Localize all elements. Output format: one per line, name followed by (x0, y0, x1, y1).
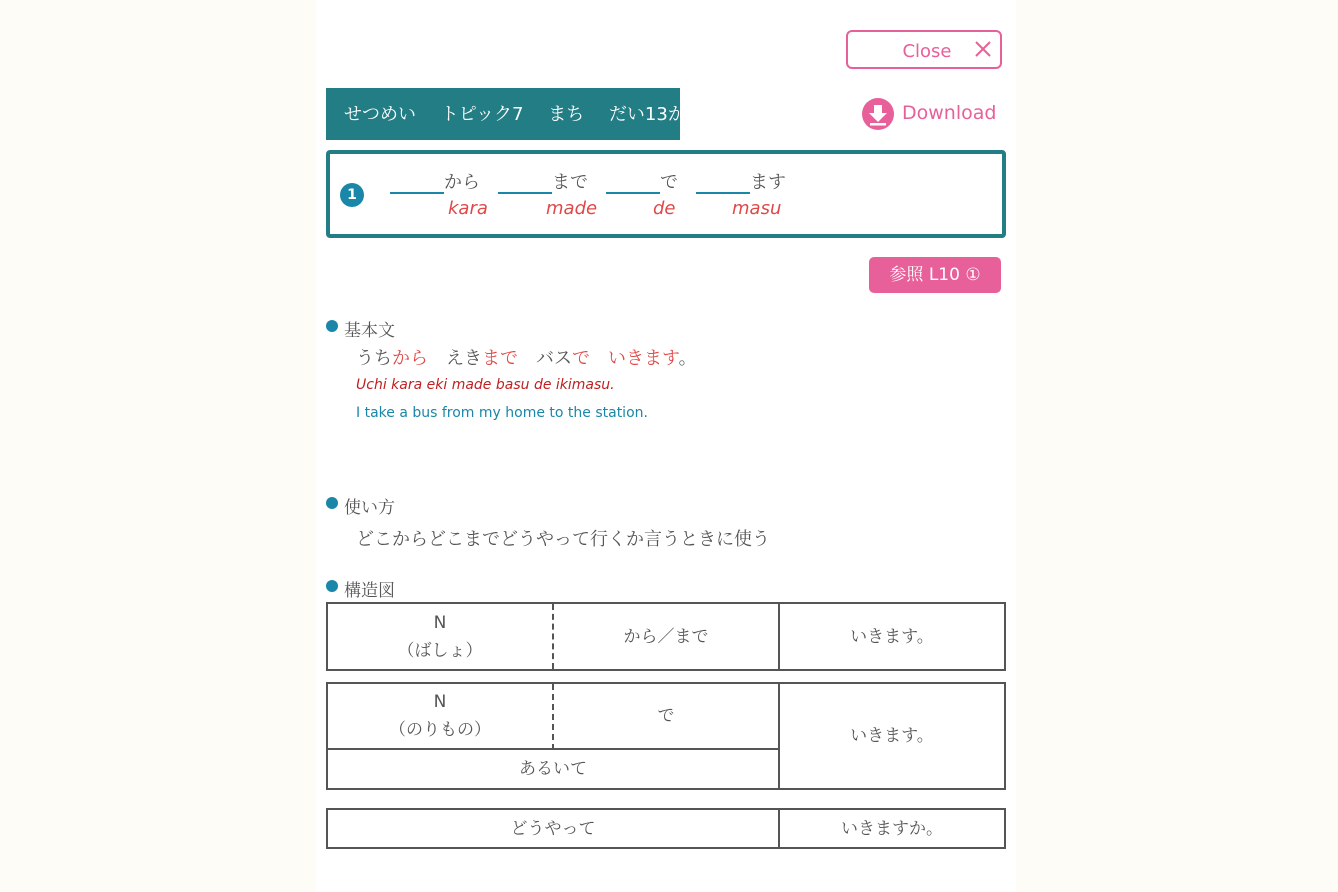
pattern-jp: ます (750, 172, 786, 193)
usage-text: どこからどこまでどうやって行くか言うときに使う (356, 529, 770, 550)
structure-cell-particle: で (554, 684, 780, 750)
basic-sentence-jp (356, 344, 697, 370)
section-bullet-icon (326, 580, 338, 592)
sentence-segment-highlight: いきます (608, 348, 679, 369)
pattern-romaji: made (546, 198, 598, 219)
blank-line (498, 172, 552, 194)
structure-cell-how: どうやって (328, 810, 780, 847)
structure-table (326, 808, 1006, 849)
grammar-pattern-box (326, 150, 1006, 238)
cell-noun-note: （のりもの） (389, 720, 491, 740)
cell-noun: N (433, 612, 447, 633)
page-title (326, 88, 686, 140)
structure-table (326, 682, 1006, 790)
pattern-slot (696, 168, 786, 219)
pattern-slot (390, 168, 488, 219)
title-part: せつめい (344, 104, 416, 125)
blank-line (606, 172, 660, 194)
blank-line (696, 172, 750, 194)
structure-cell-walk: あるいて (328, 750, 780, 788)
download-icon (862, 98, 894, 130)
pattern-romaji: masu (732, 198, 782, 219)
structure-cell-noun (328, 684, 554, 750)
sentence-segment (590, 348, 608, 369)
pattern-romaji: de (653, 198, 676, 219)
title-part: だい13か (608, 104, 686, 125)
structure-cell-verb: いきますか。 (841, 818, 943, 839)
explanation-page (316, 0, 1016, 892)
pattern-number-badge: 1 (340, 183, 364, 207)
cell-noun-note: （ばしょ） (397, 640, 483, 661)
basic-sentence-english: I take a bus from my home to the station. (356, 405, 648, 421)
pattern-slot (498, 168, 598, 219)
sentence-segment: バス (518, 348, 572, 369)
basic-sentence-heading: 基本文 (344, 321, 395, 341)
structure-table (326, 602, 1006, 671)
basic-sentence-romaji: Uchi kara eki made basu de ikimasu. (356, 377, 615, 393)
structure-heading: 構造図 (344, 581, 395, 601)
usage-heading: 使い方 (344, 498, 395, 518)
close-button[interactable] (846, 30, 1002, 69)
structure-cell-noun (328, 604, 554, 669)
pattern-romaji: kara (448, 198, 488, 219)
reference-button[interactable]: 参照 L10 ① (869, 257, 1001, 293)
pattern-jp: まで (552, 172, 588, 193)
structure-cell-particle: から／まで (554, 604, 780, 669)
pattern-jp: から (444, 172, 480, 193)
structure-cell-verb: いきます。 (850, 726, 934, 746)
cell-noun: N (433, 692, 447, 712)
pattern-jp: で (660, 172, 678, 193)
section-bullet-icon (326, 497, 338, 509)
section-bullet-icon (326, 320, 338, 332)
title-part: トピック7 (440, 104, 524, 125)
download-label: Download (902, 102, 997, 124)
sentence-segment-highlight: で (572, 348, 590, 369)
sentence-segment-highlight: まで (482, 348, 518, 369)
sentence-segment: えき (428, 348, 482, 369)
sentence-segment-highlight: から (392, 348, 428, 369)
blank-line (390, 172, 444, 194)
structure-cell-verb: いきます。 (850, 626, 934, 647)
close-icon (974, 40, 992, 58)
sentence-segment: 。 (678, 348, 697, 369)
sentence-segment: うち (356, 348, 392, 369)
close-label: Close (902, 41, 952, 62)
title-part: まち (548, 104, 585, 125)
pattern-slot (606, 168, 678, 219)
